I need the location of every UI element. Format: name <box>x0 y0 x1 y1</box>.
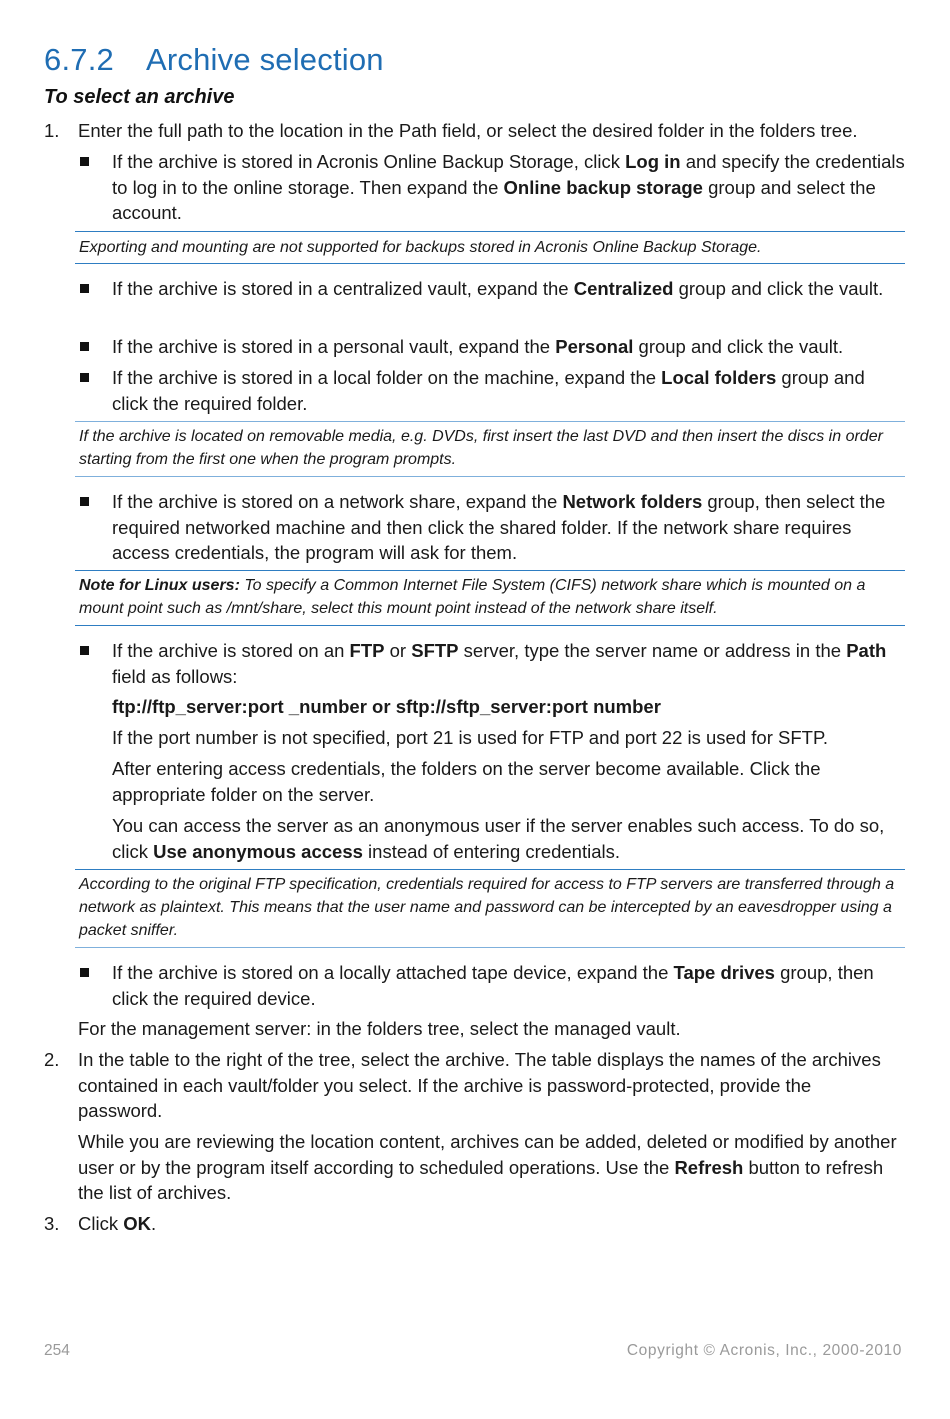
bullet-ftp: If the archive is stored on an FTP or SFTP server, type the server name or address in the Path field as follows: <box>112 640 887 687</box>
ftp-anonymous-access: You can access the server as an anonymous user if the server enables such access. To do so, click Use anonymous access instead of entering credentials. <box>112 815 885 862</box>
step-2-number: 2. <box>44 1049 60 1070</box>
step-3-text: Click OK. <box>78 1213 157 1234</box>
bullet-marker <box>80 497 89 506</box>
ftp-after-credentials: After entering access credentials, the folders on the server become available. Click the appropriate folder on the server. <box>112 758 821 805</box>
note-linux-label: Note for Linux users: <box>79 577 240 594</box>
step-3-number: 3. <box>44 1213 60 1234</box>
bullet-marker <box>80 373 89 382</box>
bullet-network-folders: If the archive is stored on a network share, expand the Network folders group, then select the required networked machine and then click the shared folder. If the network share requires access credentials, the program will ask for them. <box>112 491 886 563</box>
step-1-text: Enter the full path to the location in the Path field, or select the desired folder in the folders tree. <box>78 120 858 141</box>
bullet-online-storage: If the archive is stored in Acronis Online Backup Storage, click Log in and specify the credentials to log in to the online storage. Then expand the Online backup storage group and select the account. <box>112 151 905 223</box>
section-title: Archive selection <box>146 42 384 77</box>
step-2-refresh-text: While you are reviewing the location content, archives can be added, deleted or modified by another user or by the program itself according to scheduled operations. Use the Refresh button to refresh the list of archives. <box>78 1131 897 1203</box>
management-server-note: For the management server: in the folders tree, select the managed vault. <box>78 1018 681 1039</box>
section-heading <box>44 42 384 78</box>
page-number: 254 <box>44 1342 70 1359</box>
note-ftp-security: According to the original FTP specification, credentials required for access to FTP servers are transferred through a network as plaintext. This means that the user name and password can be intercepted by an eavesdropper using a packet sniffer. <box>75 869 905 948</box>
section-number: 6.7.2 <box>44 42 114 77</box>
ftp-port-note: If the port number is not specified, port 21 is used for FTP and port 22 is used for SFTP. <box>112 727 829 748</box>
bullet-marker <box>80 646 89 655</box>
ftp-path-format: ftp://ftp_server:port _number or sftp://sftp_server:port number <box>112 696 661 717</box>
bullet-centralized: If the archive is stored in a centralized vault, expand the Centralized group and click the vault. <box>112 278 884 299</box>
bullet-tape-drives: If the archive is stored on a locally attached tape device, expand the Tape drives group, then click the required device. <box>112 962 874 1009</box>
bullet-marker <box>80 157 89 166</box>
note-online-storage: Exporting and mounting are not supported for backups stored in Acronis Online Backup Storage. <box>75 231 905 264</box>
bullet-local-folders: If the archive is stored in a local folder on the machine, expand the Local folders group and click the required folder. <box>112 367 865 414</box>
bullet-marker <box>80 284 89 293</box>
step-1-number: 1. <box>44 120 60 141</box>
note-linux-text: To specify a Common Internet File System (CIFS) network share which is mounted on a mount point such as /mnt/share, select this mount point instead of the network share itself. <box>79 577 866 617</box>
copyright-notice: Copyright © Acronis, Inc., 2000-2010 <box>626 1342 902 1359</box>
note-removable-media: If the archive is located on removable media, e.g. DVDs, first insert the last DVD and then insert the discs in order starting from the first one when the program prompts. <box>75 421 905 477</box>
procedure-title: To select an archive <box>44 86 235 108</box>
bullet-personal: If the archive is stored in a personal vault, expand the Personal group and click the vault. <box>112 336 844 357</box>
step-2-text: In the table to the right of the tree, select the archive. The table displays the names of the archives contained in each vault/folder you select. If the archive is password-protected, provide the password. <box>78 1049 881 1121</box>
bullet-marker <box>80 342 89 351</box>
bullet-marker <box>80 968 89 977</box>
note-linux-users <box>75 570 905 626</box>
